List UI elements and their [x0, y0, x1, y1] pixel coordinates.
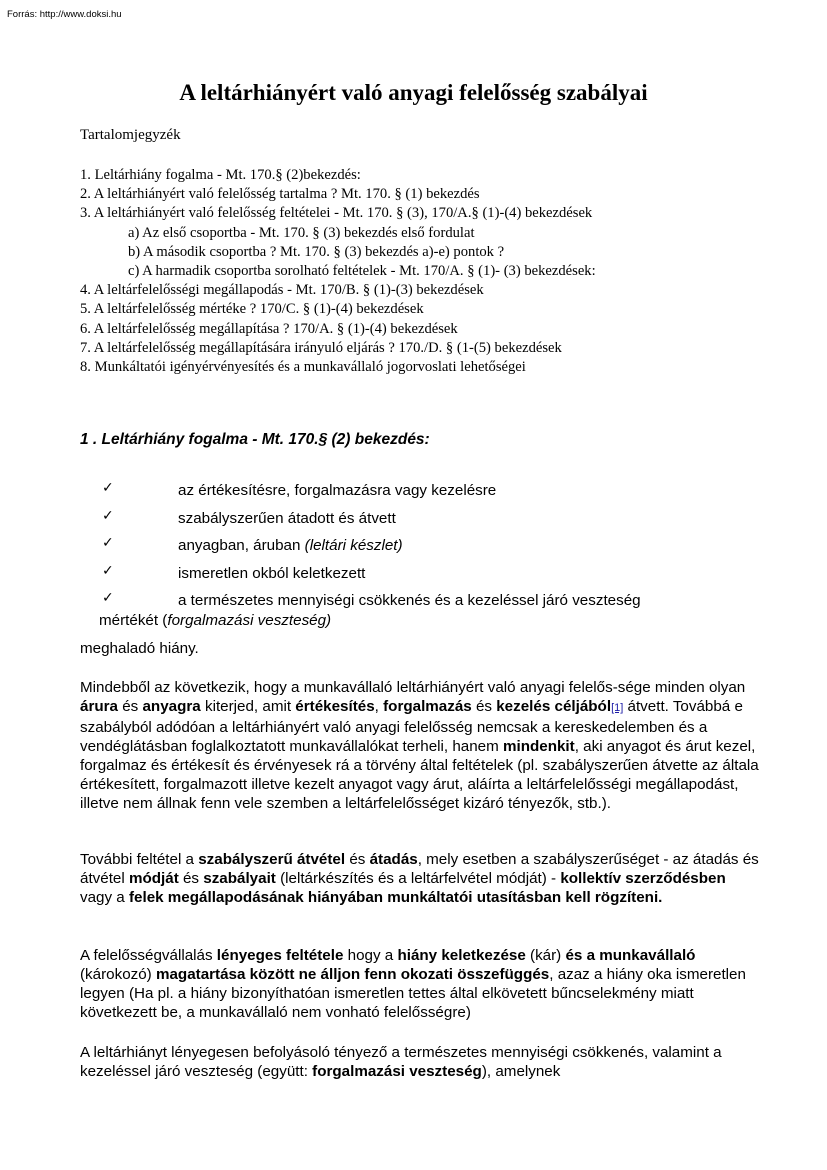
check-item-continuation: mértékét (forgalmazási veszteség) [99, 612, 332, 629]
document-title: A leltárhiányért való anyagi felelősség szabályai [179, 80, 648, 105]
closing-line: meghaladó hiány. [80, 640, 199, 657]
source-label: Forrás: http://www.doksi.hu [7, 9, 122, 20]
toc-item: 4. A leltárfelelősségi megállapodás - Mt. 170/B. § (1)-(3) bekezdések [80, 282, 484, 299]
check-item-italic: (leltári készlet) [304, 537, 403, 554]
check-item [80, 508, 760, 536]
checkmark-icon: ✓ [102, 535, 114, 551]
paragraph: Mindebből az következik, hogy a munkavállaló leltárhiányért való anyagi felelős-sége minden olyan árura és anyagra kiterjed, amit értékesítés, forgalmazás és kezelés céljából[1] átvett. Továbbá e szabályból adódóan a leltárhiányért való anyagi felelősség nemcsak a kereskedelemben és a vendéglátásban foglalkoztatott munkavállalókat terheli, hanem mindenkit, aki anyagot és árut kezel, forgalmaz és értékesít és érvényesek rá a törvény által feltételek (pl. szabályszerűen átvette az általa értékesített, forgalmazott illetve kezelt anyagot vagy árut, aláírta a leltárfelelősségi megállapodást, illetve nem állnak fenn vele szemben a leltárfelelősséget kizáró tényezők, stb.). [80, 679, 759, 812]
checkmark-icon: ✓ [102, 590, 114, 606]
paragraph: A leltárhiányt lényegesen befolyásoló tényező a természetes mennyiségi csökkenés, valamint a kezeléssel járó veszteség (együtt: forgalmazási veszteség), amelynek [80, 1044, 722, 1080]
check-item [80, 590, 760, 636]
check-item-text: a természetes mennyiségi csökkenés és a kezeléssel járó veszteség [178, 592, 641, 609]
toc-item: 1. Leltárhiány fogalma - Mt. 170.§ (2)bekezdés: [80, 167, 361, 183]
toc-subitem: c) A harmadik csoportba sorolható feltételek - Mt. 170/A. § (1)- (3) bekezdések: [128, 263, 596, 280]
paragraph: További feltétel a szabályszerű átvétel és átadás, mely esetben a szabályszerűséget - az átadás és átvétel módját és szabályait (leltárkészítés és a leltárfelvétel módját) - kollektív szerződésben vagy a felek megállapodásának hiányában munkáltatói utasításban kell rögzíteni. [80, 851, 759, 906]
check-item-text: anyagban, áruban (leltári készlet) [178, 537, 403, 554]
toc-item: 3. A leltárhiányért való felelősség feltételei - Mt. 170. § (3), 170/A.§ (1)-(4) bekezdések [80, 205, 593, 222]
checkmark-icon: ✓ [102, 562, 114, 579]
check-item-text: szabályszerűen átadott és átvett [178, 509, 396, 527]
checkmark-icon: ✓ [102, 507, 114, 524]
check-item [80, 480, 760, 508]
toc-item: 5. A leltárfelelősség mértéke ? 170/C. § (1)-(4) bekezdések [80, 301, 424, 318]
toc-item: 7. A leltárfelelősség megállapítására irányuló eljárás ? 170./D. § (1-(5) bekezdések [80, 339, 562, 356]
check-item-text: az értékesítésre, forgalmazásra vagy kezelésre [178, 482, 497, 499]
footnote-link[interactable]: [1] [611, 702, 624, 714]
paragraph: A felelősségvállalás lényeges feltétele hogy a hiány keletkezése (kár) és a munkavállaló (károkozó) magatartása között ne álljon fenn okozati összefüggés, azaz a hiány oka ismeretlen legyen (Ha pl. a hiány bizonyíthatóan ismeretlen tettes által elkövetett bűncselekmény miatt következett be, a munkavállaló nem vonható felelősségre) [80, 947, 746, 1021]
toc-item: 8. Munkáltatói igényérvényesítés és a munkavállaló jogorvoslati lehetőségei [80, 359, 526, 376]
table-of-contents [80, 166, 780, 377]
checklist [80, 480, 760, 636]
toc-item: 2. A leltárhiányért való felelősség tartalma ? Mt. 170. § (1) bekezdés [80, 186, 480, 203]
toc-item: 6. A leltárfelelősség megállapítása ? 170/A. § (1)-(4) bekezdések [80, 320, 458, 337]
toc-subitem: a) Az első csoportba - Mt. 170. § (3) bekezdés első fordulat [128, 224, 475, 241]
check-item [80, 535, 760, 563]
section-heading: 1 . Leltárhiány fogalma - Mt. 170.§ (2) bekezdés: [80, 431, 430, 448]
check-item [80, 563, 760, 591]
toc-heading: Tartalomjegyzék [80, 127, 181, 143]
toc-subitem: b) A második csoportba ? Mt. 170. § (3) bekezdés a)-e) pontok ? [128, 243, 505, 260]
check-item-text: ismeretlen okból keletkezett [178, 564, 366, 582]
checkmark-icon: ✓ [102, 480, 114, 496]
